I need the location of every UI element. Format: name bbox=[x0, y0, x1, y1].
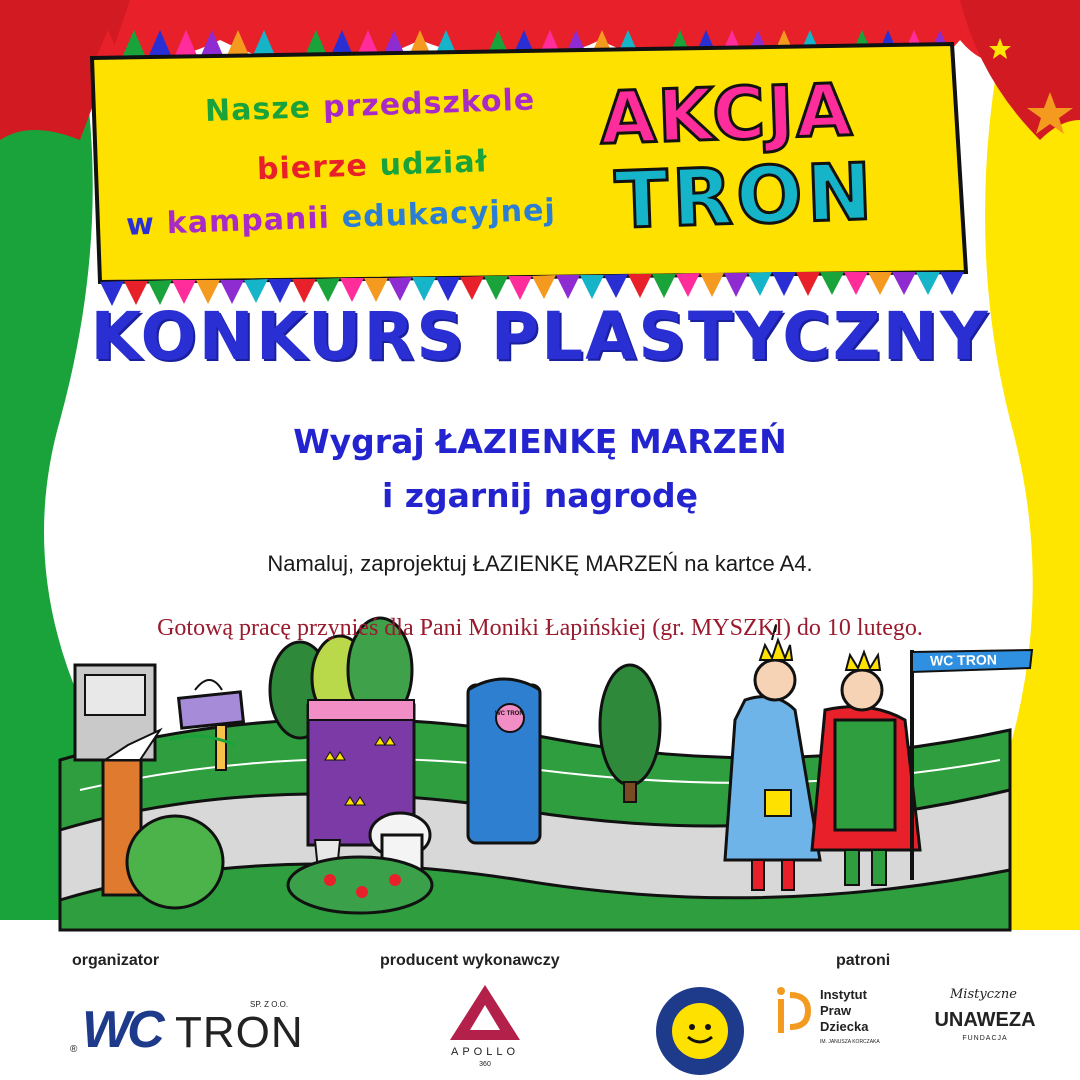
organizer-label: organizator bbox=[72, 952, 160, 969]
ipd-line3: Dziecka bbox=[820, 1019, 869, 1034]
deadline-text: Gotową pracę przynieś dla Pani Moniki Łapińskiej (gr. MYSZKI) do 10 lutego. bbox=[157, 615, 923, 641]
banner-word: bierze bbox=[256, 148, 369, 188]
cabin-logo: WC TRON bbox=[495, 711, 524, 717]
akcja-tron-logo-word2: TRON bbox=[613, 147, 878, 247]
banner-word: Nasze bbox=[204, 90, 312, 129]
flower-patch bbox=[288, 857, 432, 913]
order-of-smile-text bbox=[660, 1025, 740, 1029]
page-title: KONKURS PLASTYCZNY bbox=[90, 298, 990, 375]
ipd-sub: IM. JANUSZA KORCZAKA bbox=[820, 1039, 880, 1045]
ipd-logo bbox=[772, 985, 912, 1075]
banner-word: kampanii bbox=[166, 200, 331, 242]
bush-left bbox=[127, 816, 223, 908]
unaweza-logo bbox=[930, 985, 1050, 1065]
smiling-sun-icon bbox=[654, 985, 746, 1077]
producer-label: producent wykonawczy bbox=[380, 952, 560, 969]
prize-line-1: Wygraj ŁAZIENKĘ MARZEŃ bbox=[293, 422, 787, 461]
wc-tron-logo bbox=[70, 1000, 310, 1060]
unaweza-script: Mistyczne bbox=[950, 987, 1017, 1002]
unaweza-word: UNAWEZA bbox=[934, 1009, 1036, 1031]
unaweza-sub: FUNDACJA bbox=[962, 1035, 1008, 1042]
prize-line-2: i zgarnij nagrodę bbox=[381, 476, 699, 515]
wc-tron-reg: ® bbox=[70, 1044, 78, 1055]
ipd-icon bbox=[772, 985, 812, 1045]
apollo-word: APOLLO bbox=[450, 1046, 520, 1058]
akcja-tron-logo-word1: AKCJA bbox=[598, 67, 856, 161]
patrons-label: patroni bbox=[836, 952, 891, 969]
banner-word: w bbox=[125, 206, 156, 243]
banner-word: udział bbox=[379, 144, 489, 183]
ipd-line2: Praw bbox=[820, 1003, 852, 1018]
toilet-cabin bbox=[468, 679, 540, 843]
wc-tron-mark: WC bbox=[82, 1001, 161, 1059]
order-of-smile-logo bbox=[654, 985, 746, 1077]
flag-logo: WC TRON bbox=[929, 651, 998, 669]
banner-word: przedszkole bbox=[322, 82, 536, 125]
apollo-sub: 360 bbox=[479, 1061, 491, 1068]
task-text: Namaluj, zaprojektuj ŁAZIENKĘ MARZEŃ na kartce A4. bbox=[267, 551, 813, 576]
ipd-line1: Instytut bbox=[820, 987, 867, 1002]
apollo-logo bbox=[440, 980, 530, 1075]
apollo-icon bbox=[440, 980, 530, 1045]
banner-word: edukacyjnej bbox=[341, 192, 557, 236]
wc-tron-word: TRON bbox=[175, 1008, 304, 1057]
wc-tron-suffix: SP. Z O.O. bbox=[250, 1000, 289, 1009]
